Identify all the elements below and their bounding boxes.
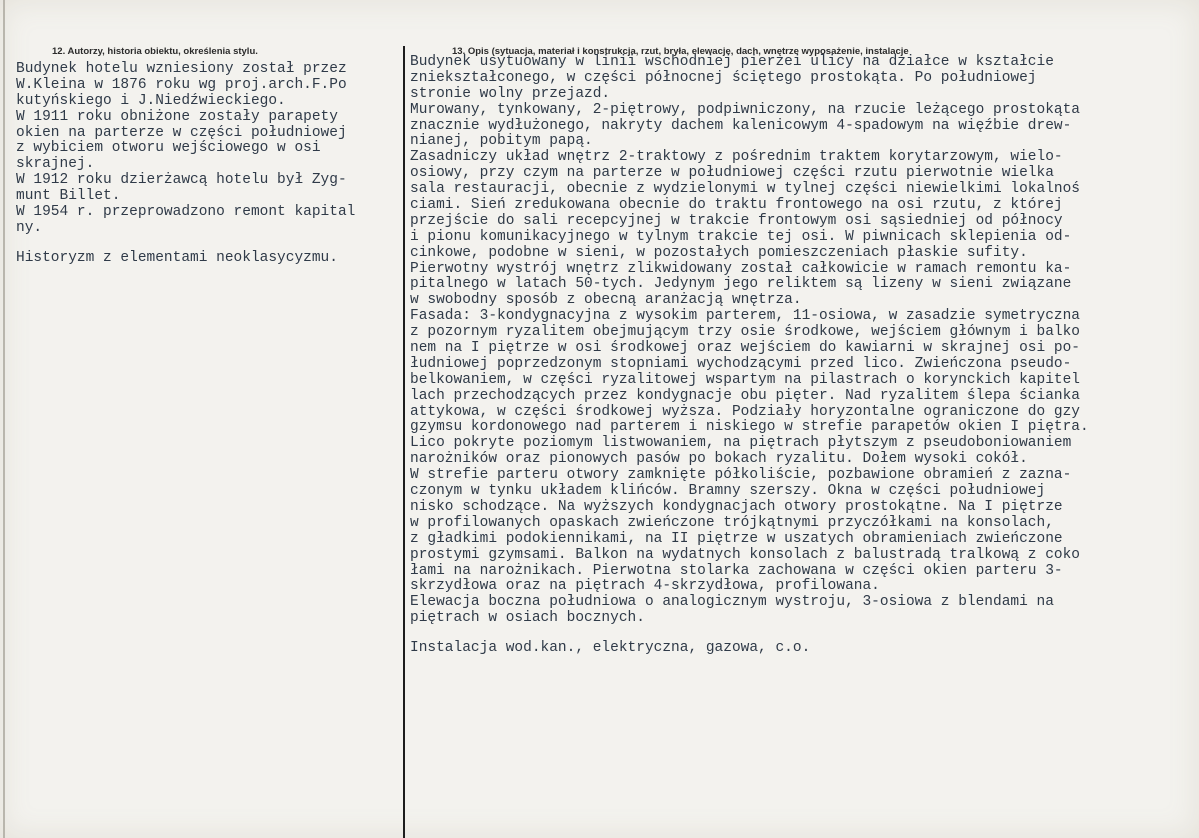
text-line: i pionu komunikacyjnego w tylnym trakcie tej osi. W piwnicach sklepienia od- <box>410 228 1072 245</box>
text-line: sala restauracji, obecnie z wydzielonymi w tylnej części niewielkimi lokalnoś <box>410 181 1081 198</box>
text-line: belkowaniem, w części ryzalitowej wspartym na pilastrach o korynckich kapitel <box>410 371 1081 388</box>
text-line: Murowany, tynkowany, 2-piętrowy, podpiwniczony, na rzucie leżącego prostokąta <box>410 101 1081 118</box>
text-line: w swobodny sposób z obecną aranżacją wnętrza. <box>410 292 802 309</box>
text-line: W 1912 roku dzierżawcą hotelu był Zyg- <box>16 172 347 189</box>
text-line: pitalnego w latach 50-tych. Jedynym jego reliktem są lizeny w sieni związane <box>410 276 1072 293</box>
text-line: ciami. Sień zredukowana obecnie do traktu frontowego na osi rzutu, z której <box>410 197 1063 214</box>
section-13-heading: 13. Opis (sytuacja, materiał i konstrukcja, rzut, bryła, elewacje, dach, wnętrze wyposażenie, instalacje <box>452 46 909 57</box>
section-12-heading: 12. Autorzy, historia obiektu, określenia stylu. <box>52 46 258 57</box>
text-line: skrzydłowa oraz na piętrach 4-skrzydłowa, profilowana. <box>410 578 880 595</box>
text-line: znacznie wydłużonego, nakryty dachem kalenicowym 4-spadowym na więźbie drew- <box>410 117 1072 134</box>
text-line: okien na parterze w części południowej <box>16 124 347 141</box>
text-line: attykowa, w części środkowej wyższa. Podziały horyzontalne ograniczone do gzy <box>410 403 1081 420</box>
text-line: osiowy, przy czym na parterze w południowej części rzutu pierwotnie wielka <box>410 165 1054 182</box>
text-line: Pierwotny wystrój wnętrz zlikwidowany został całkowicie w ramach remontu ka- <box>410 260 1072 277</box>
text-line: munt Billet. <box>16 188 121 205</box>
text-line: piętrach w osiach bocznych. <box>410 610 645 627</box>
text-line: W strefie parteru otwory zamknięte półkoliście, pozbawione obramień z zazna- <box>410 467 1072 484</box>
text-line: Budynek hotelu wzniesiony został przez <box>16 61 347 77</box>
text-line: W 1954 r. przeprowadzono remont kapital <box>16 204 356 221</box>
text-line: czonym w tynku układem klińców. Bramny szerszy. Okna w części południowej <box>410 483 1046 500</box>
text-line: łami na narożnikach. Pierwotna stolarka zachowana w części okien parteru 3- <box>410 562 1063 579</box>
text-line: przejście do sali recepcyjnej w trakcie frontowym osi sąsiedniej od północy <box>410 212 1063 229</box>
text-line: Lico pokryte poziomym listwowaniem, na piętrach płytszym z pseudoboniowaniem <box>410 435 1072 452</box>
text-line: stronie wolny przejazd. <box>410 85 611 102</box>
text-line: nianej, pobitym papą. <box>410 133 593 150</box>
text-line: kutyńskiego i J.Niedźwieckiego. <box>16 92 286 109</box>
text-line: narożników oraz pionowych pasów po bokach ryzalitu. Dołem wysoki cokół. <box>410 451 1028 468</box>
section-13-text <box>410 55 1195 657</box>
text-line: Zasadniczy układ wnętrz 2-traktowy z pośrednim traktem korytarzowym, wielo- <box>410 149 1063 166</box>
text-line: Budynek usytuowany w linii wschodniej pierzei ulicy na działce w kształcie <box>410 54 1054 70</box>
text-line: z gładkimi podokiennikami, na II piętrze w uszatych obramieniach zwieńczone <box>410 530 1063 547</box>
text-line: cinkowe, podobne w sieni, w pozostałych pomieszczeniach płaskie sufity. <box>410 244 1028 261</box>
text-line: W.Kleina w 1876 roku wg proj.arch.F.Po <box>16 76 347 93</box>
text-line: skrajnej. <box>16 156 95 173</box>
text-line: W 1911 roku obniżone zostały parapety <box>16 108 338 125</box>
section-12-text <box>16 62 416 267</box>
text-line: ny. <box>16 219 43 236</box>
text-line: w profilowanych opaskach zwieńczone trójkątnymi przyczółkami na konsolach, <box>410 514 1054 531</box>
text-line <box>16 237 416 251</box>
text-line: z pozornym ryzalitem obejmującym trzy osie środkowe, wejściem głównym i balko <box>410 324 1081 341</box>
text-line: nisko schodzące. Na wyższych kondygnacjach otwory prostokątne. Na I piętrze <box>410 498 1063 515</box>
card-left-edge <box>3 0 5 838</box>
text-line: Fasada: 3-kondygnacyjna z wysokim parterem, 11-osiowa, w zasadzie symetryczna <box>410 308 1081 325</box>
text-line: Elewacja boczna południowa o analogicznym wystroju, 3-osiowa z blendami na <box>410 594 1054 611</box>
text-line: lach przechodzących przez kondygnacje obu pięter. Nad ryzalitem ślepa ścianka <box>410 387 1081 404</box>
text-line: gzymsu kordonowego nad parterem i niskiego w strefie parapetów okien I piętra. <box>410 419 1089 436</box>
text-line: łudniowej poprzedzonym stopniami wychodzącymi przed lico. Zwieńczona pseudo- <box>410 355 1072 372</box>
text-line: prostymi gzymsami. Balkon na wydatnych konsolach z balustradą tralkową z coko <box>410 546 1081 563</box>
text-line: Historyzm z elementami neoklasycyzmu. <box>16 249 338 266</box>
text-line: nem na I piętrze w osi środkowej oraz wejściem do kawiarni w skrajnej osi po- <box>410 340 1081 357</box>
text-line <box>410 627 1195 641</box>
text-line: z wybiciem otworu wejściowego w osi <box>16 140 321 157</box>
text-line: zniekształconego, w części północnej ściętego prostokąta. Po południowej <box>410 69 1037 86</box>
text-line: Instalacja wod.kan., elektryczna, gazowa, c.o. <box>410 640 811 657</box>
